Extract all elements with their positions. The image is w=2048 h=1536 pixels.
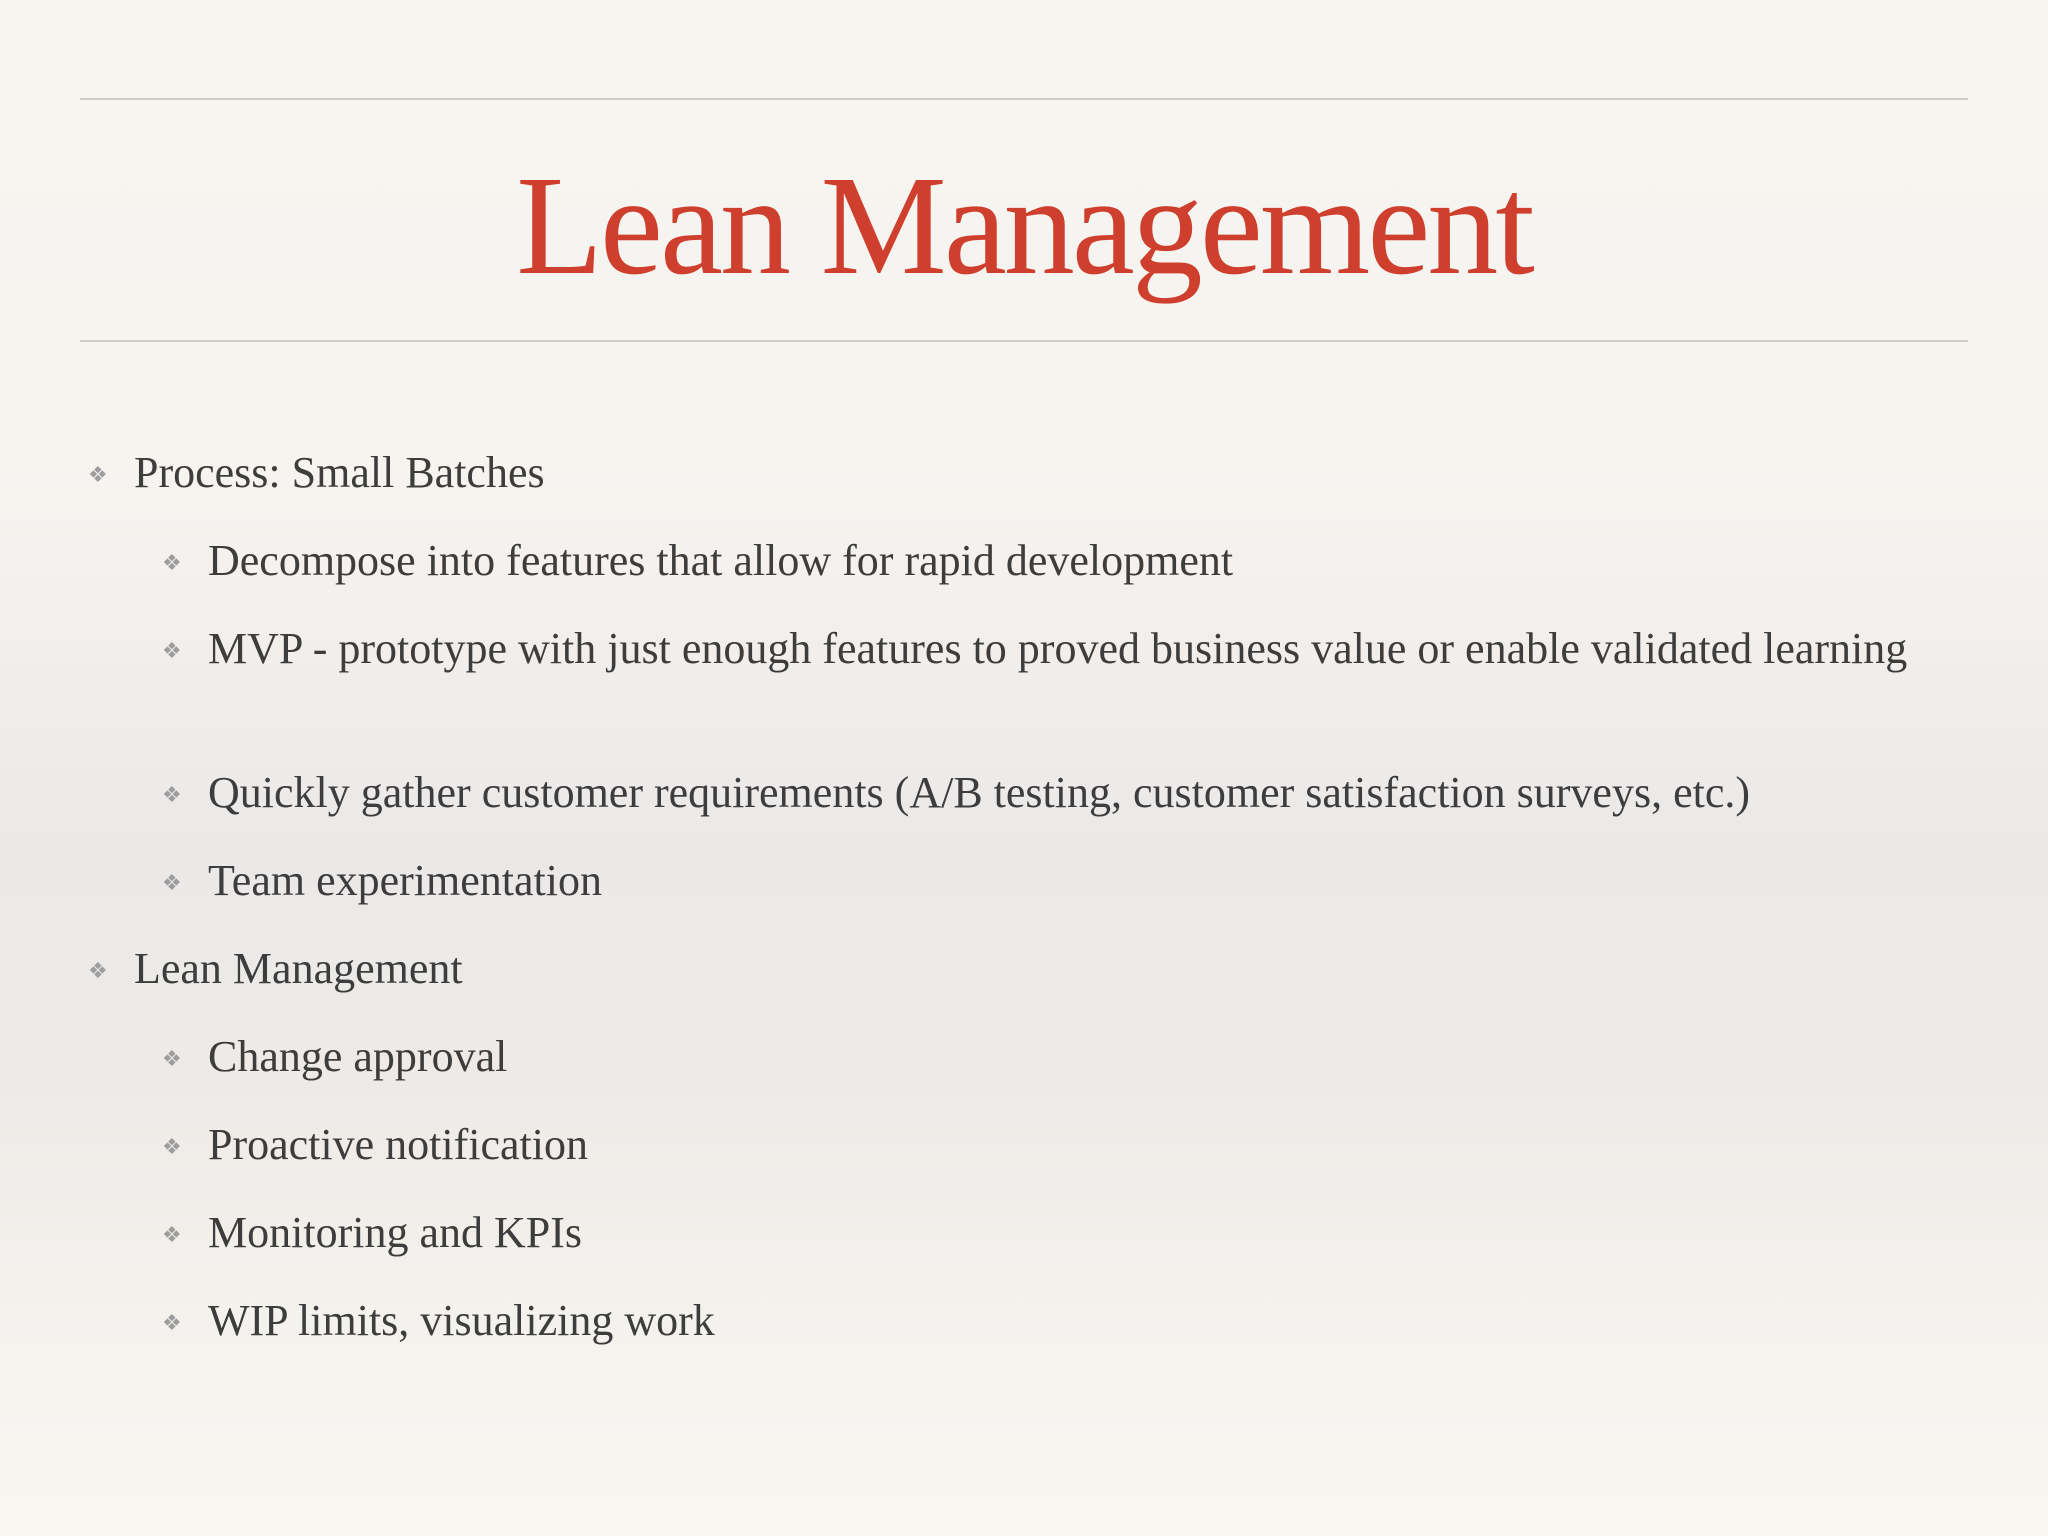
bottom-divider [80,340,1968,342]
bullet-diamond-icon: ❖ [162,1222,182,1247]
list-item-text: MVP - prototype with just enough features to proved business value or enable validated learning [208,624,1908,673]
top-divider [80,98,1968,100]
list-item-text: Proactive notification [208,1120,588,1169]
list-item-text: Change approval [208,1032,508,1081]
bullet-diamond-icon: ❖ [162,1046,182,1071]
list-item-text: Lean Management [134,944,463,993]
bullet-diamond-icon: ❖ [162,638,182,663]
bullet-diamond-icon: ❖ [88,958,108,983]
bullet-diamond-icon: ❖ [162,550,182,575]
list-item-text: WIP limits, visualizing work [208,1296,715,1345]
bullet-diamond-icon: ❖ [162,870,182,895]
list-item-text: Team experimentation [208,856,602,905]
bullet-diamond-icon: ❖ [162,782,182,807]
list-item-text: Decompose into features that allow for rapid development [208,536,1234,585]
bullet-diamond-icon: ❖ [162,1310,182,1335]
list-item-text: Quickly gather customer requirements (A/B testing, customer satisfaction surveys, etc.) [208,768,1751,817]
slide-title: Lean Management [516,146,1532,304]
bullet-diamond-icon: ❖ [162,1134,182,1159]
list-item-text: Process: Small Batches [134,448,545,497]
bullet-diamond-icon: ❖ [88,462,108,487]
list-item-text: Monitoring and KPIs [208,1208,582,1257]
